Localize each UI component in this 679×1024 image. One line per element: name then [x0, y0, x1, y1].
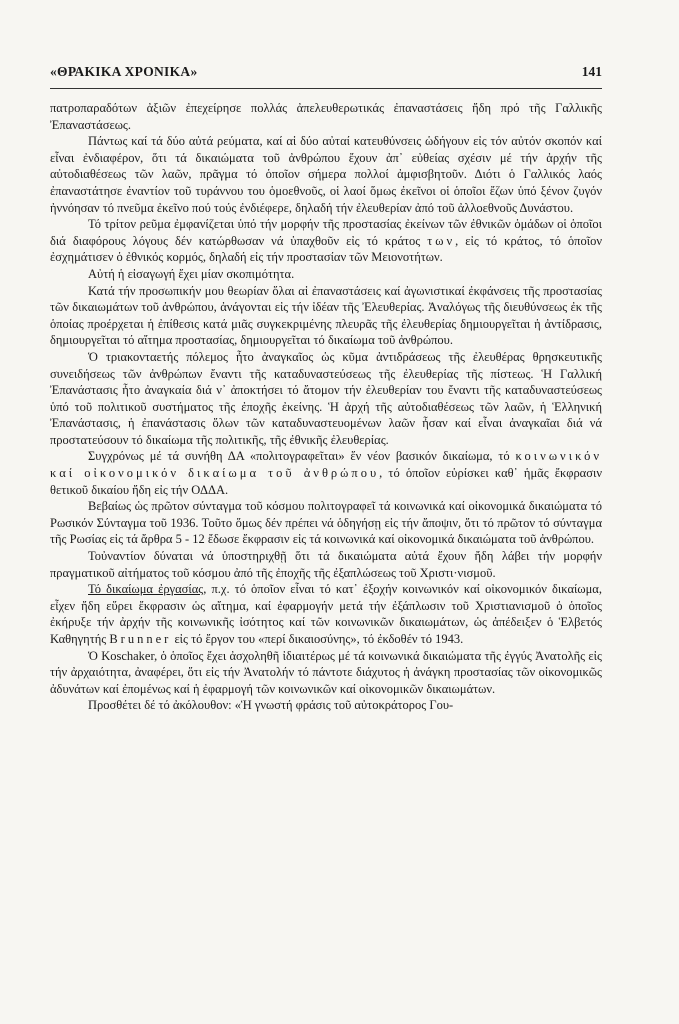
- paragraph-7-spaced-text: κοινωνικόν καί οἰκονομικόν δικαίωμα τοῦ ἀνθρώπου: [50, 449, 602, 481]
- header-rule: [50, 88, 602, 89]
- paragraph-3-text-a: Τό τρίτον ρεῦμα ἐμφανίζεται ὑπό τήν μορφήν τῆς προστασίας ἐκείνων τῶν ἐθνικῶν ὁμάδων οἱ ὁποῖοι διά διαφόρους λόγους δέν κατώρθωσαν νά ὑπαχθοῦν εἰς τό κράτος: [50, 217, 602, 248]
- paragraph-9: Τοὐναντίον δύναται νά ὑποστηριχθῇ ὅτι τά δικαιώματα αὐτά ἔχουν ἤδη λάβει τήν μορφήν πραγματικοῦ αἰτήματος τοῦ κόσμου ἀπό τῆς ἐποχῆς τῆς ἐξαπλώσεως τοῦ Χριστι·νισμοῦ.: [50, 549, 602, 580]
- paragraph-12: Προσθέτει δέ τό ἀκόλουθον: «Ἡ γνωστή φράσις τοῦ αὐτοκράτορος Γου-: [88, 698, 454, 713]
- paragraph-2: Πάντως καί τά δύο αὐτά ρεύματα, καί αἱ δύο αὐταί κατευθύνσεις ὡδήγουν εἰς τόν αὐτόν σκοπόν καί εἶναι ἐνδιαφέρον, ὅτι τά δικαιώματα τοῦ ἀνθρώπου ἔχουν ἀπ᾽ εὐθείας σχέσιν μέ τήν ἀρχήν τῆς αὐτοδιαθέσεως τῶν λαῶν, πρᾶγμα τό ὁποῖον σήμερα πολλοί ἀμφισβητοῦν. Διότι ὁ Γαλλικός λαός ἐπαναστάτησε ἐναντίον τοῦ τυράννου του ὁμοεθνοῦς, οἱ λαοί ὅμως ἐκεῖνοι οἱ ὁποῖοι ἔζων ὑπό ξένον ζυγόν ἠννόησαν τό πνεῦμα ἐκεῖνο πού τούς ἐνδιέφερε, δηλαδή τήν ἐλευθερίαν ἀπό τοῦ ἀλλοεθνοῦς Δυνάστου.: [50, 134, 602, 215]
- paragraph-5: Κατά τήν προσωπικήν μου θεωρίαν ὅλαι αἱ ἐπαναστάσεις καί ἀγωνιστικαί ἐκφάνσεις τῆς προστασίας τῶν δικαιωμάτων τοῦ ἀνθρώπου, ἀνάγονται εἰς τήν ἰδέαν τῆς Ἐλευθερίας. Ἀναλόγως τῆς διευθύνσεως ἐκ τῆς ὁποίας προέρχεται ἡ ἐπίθεσις κατά μιᾶς συγκεκριμένης πλευρᾶς τῆς ἐλευθερίας δημιουργεῖται ἡ ἀντίδρασις, δημιουργεῖται τό αἴτημα προστασίας, δημιουργεῖται τό δικαίωμα τοῦ ἀνθρώπου.: [50, 283, 602, 348]
- body-text: [50, 100, 602, 714]
- paragraph-10-text-b: εἰς τό ἔργον του «περί δικαιοσύνης», τό ἐκδοθέν τό 1943.: [174, 632, 464, 646]
- paragraph-10-text-a: , π.χ. τό ὁποῖον εἶναι τό κατ᾽ ἐξοχήν κοινωνικόν καί οἰκονομικόν δικαίωμα, εἶχεν ἤδη εὕρει ἔκφρασιν ὡς αἴτημα, καί ἐφαρμογήν μετά τήν ἐξάπλωσιν τοῦ Χριστιανισμοῦ ὁ ὁποῖος ἐκήρυξε τήν ἀρχήν τῆς κοινωνικῆς ἰσότητος καί τῶν κοινωνικῶν δικαιωμάτων, ὡς ἀπέδειξεν ὁ Ἑλβετός Καθηγητής: [50, 582, 602, 646]
- paragraph-3: [50, 216, 602, 266]
- paragraph-8: Βεβαίως ὡς πρῶτον σύνταγμα τοῦ κόσμου πολιτογραφεῖ τά κοινωνικά καί οἰκονομικά δικαιώματα τό Ρωσικόν Σύνταγμα τοῦ 1936. Τοῦτο ὅμως δέν πρέπει νά ὁδηγήσῃ εἰς τήν ἄποψιν, ὅτι τό πρῶτον τό σύνταγμα τῆς Ρωσίας εἰς τά ἄρθρα 5 - 12 ἔδωσε ἔκφρασιν εἰς τά κοινωνικά καί οἰκονομικά δικαιώματα τοῦ ἀνθρώπου.: [50, 499, 602, 547]
- paragraph-4: Αὐτή ἡ εἰσαγωγή ἔχει μίαν σκοπιμότητα.: [88, 266, 295, 281]
- paragraph-3-text-b: , εἰς τό κράτος, τό ὁποῖον ἐσχημάτισεν ὁ ἐθνικός κορμός, δηλαδή εἰς τήν προστασίαν τῶν Μειονοτήτων.: [50, 233, 602, 265]
- running-title: «ΘΡΑΚΙΚΑ ΧΡΟΝΙΚΑ»: [50, 64, 198, 79]
- paragraph-7-text-a: Συγχρόνως μέ τά συνήθη ΔΑ «πολιτογραφεῖται» ἕν νέον βασικόν δικαίωμα, τό: [88, 449, 510, 464]
- paragraph-3-spaced-text: των: [427, 233, 456, 248]
- page-number: 141: [581, 64, 602, 79]
- paragraph-11: Ὁ Koschaker, ὁ ὁποῖος ἔχει ἀσχοληθῆ ἰδιαιτέρως μέ τά κοινωνικά δικαιώματα τῆς ἐγγύς Ἀνατολῆς εἰς τήν ἀρχαιότητα, ἀναφέρει, ὅτι εἰς τήν Ἀνατολήν τό πάντοτε διάχυτος ἡ ἀνάγκη προστασίας τῶν οἰκονομικῶς ἀδυνάτων καί ἐπομένως καί ἡ ἐφαρμογή τῶν κοινωνικῶν καί οἰκονομικῶν δικαιωμάτων.: [50, 648, 602, 696]
- paragraph-7: [50, 448, 602, 498]
- paragraph-10-underlined-text: Τό δικαίωμα ἐργασίας: [88, 582, 204, 597]
- paragraph-1: πατροπαραδότων ἀξιῶν ἐπεχείρησε πολλάς ἀπελευθερωτικάς ἐπαναστάσεις ἤδη πρό τῆς Γαλλικῆς Ἐπαναστάσεως.: [50, 101, 602, 132]
- paragraph-10: [50, 581, 602, 647]
- paragraph-10-spaced-name: Brunner: [109, 632, 172, 646]
- page-header: [50, 64, 602, 84]
- paragraph-7-text-b: , τό ὁποῖον εὑρίσκει καθ᾽ ἡμᾶς ἔκφρασιν θετικοῦ δικαίου ἤδη εἰς τήν ΟΔΔΑ.: [50, 466, 602, 497]
- paragraph-6: Ὁ τριακονταετής πόλεμος ἦτο ἀναγκαῖος ὡς κῦμα ἀντιδράσεως τῆς ἐλευθέρας θρησκευτικῆς συνειδήσεως τῶν ἀνθρώπων ἔναντι τῆς καταδυναστεύσεως τῆς ἐλευθερίας τῆς πίστεως. Ἡ Γαλλική Ἐπανάστασις ἦτο ἀναγκαία διά ν᾽ ἀποκτήσει τό ἄτομον τήν ἐλευθερίαν του ἔναντι τῆς καταδυναστεύσεως ὑπό τοῦ πολιτικοῦ συστήματος τῆς ἐποχῆς ἐκείνης. Ἡ ἀρχή τῆς αὐτοδιαθέσεως τῶν λαῶν, ἡ Ἑλληνική Ἐπανάστασις, ἡ ἐπανάστασις ὅλων τῶν καταδυναστευομένων λαῶν ἦσαν καί εἶναι ἀναγκαῖαι διά νά προστατεύσουν τό δικαίωμα τῆς πολιτικῆς, τῆς ἐθνικῆς ἐλευθερίας.: [50, 349, 602, 447]
